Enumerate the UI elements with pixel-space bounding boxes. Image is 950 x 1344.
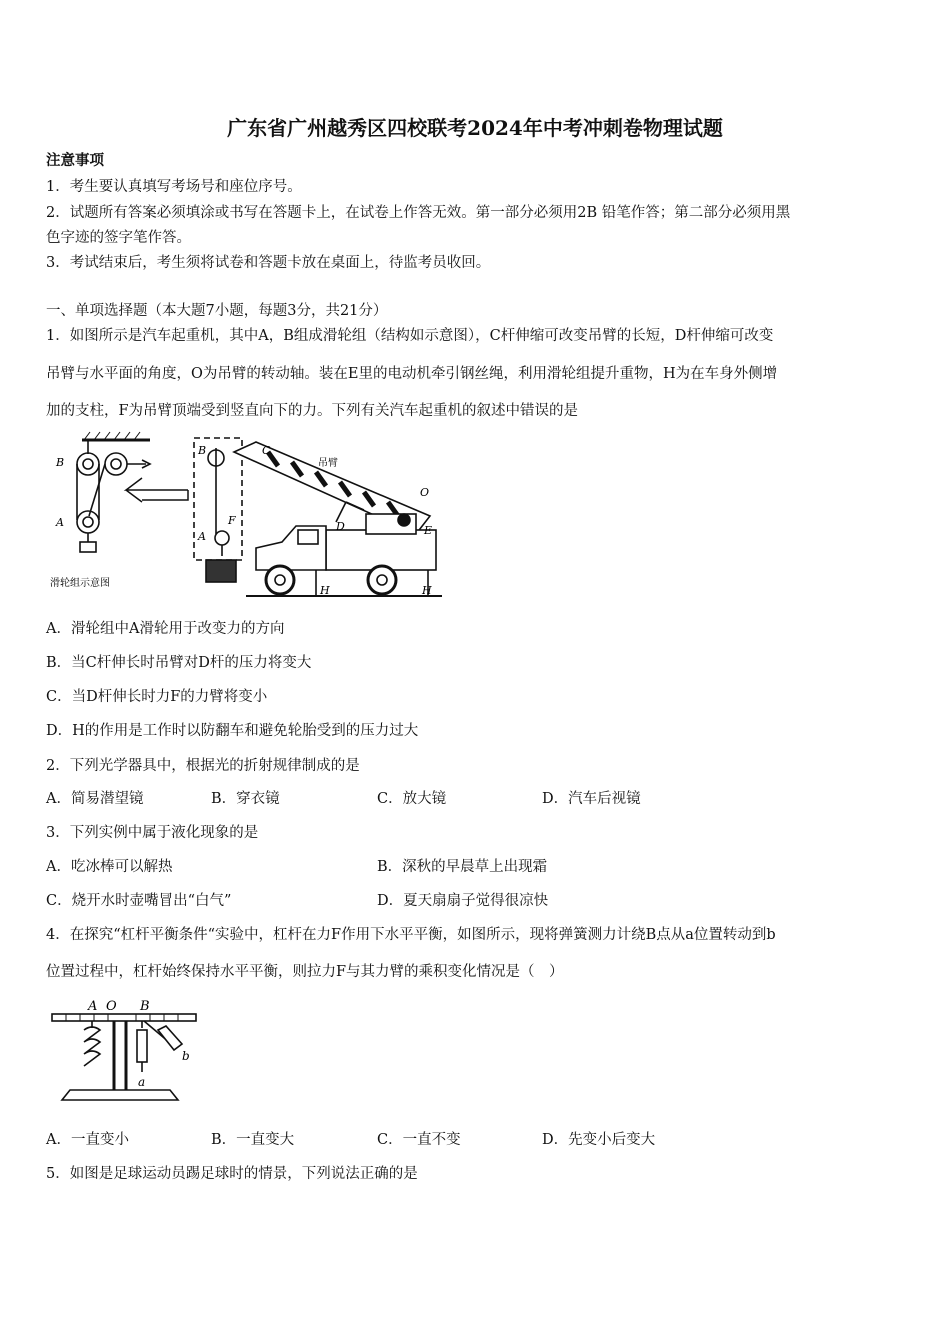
q1-stem-line: 加的支柱，F为吊臂顶端受到竖直向下的力。下列有关汽车起重机的叙述中错误的是 — [46, 403, 579, 419]
q4-option-b: B．一直变大 — [211, 1132, 295, 1148]
page-title: 广东省广州越秀区四校联考2024年中考冲刺卷物理试题 — [227, 116, 723, 140]
q3-option-a: A．吃冰棒可以解热 — [46, 859, 173, 875]
q1-option-a: A．滑轮组中A滑轮用于改变力的方向 — [46, 621, 285, 637]
label-d: D — [336, 520, 345, 533]
q4-option-c: C．一直不变 — [377, 1132, 461, 1148]
notice-item: 色字迹的签字笔作答。 — [46, 230, 191, 246]
notice-heading: 注意事项 — [46, 152, 104, 169]
q1-option-d: D．H的作用是工作时以防翻车和避免轮胎受到的压力过大 — [46, 723, 419, 739]
q2-option-b: B．穿衣镜 — [211, 791, 280, 807]
label-b2: B — [198, 444, 207, 457]
q2-option-c: C．放大镜 — [377, 791, 447, 807]
label-e: E — [424, 524, 433, 537]
q4-option-d: D．先变小后变大 — [542, 1132, 656, 1148]
q1-stem-line: 1．如图所示是汽车起重机，其中A，B组成滑轮组（结构如示意图），C杆伸缩可改变吊臂的长短，D杆伸缩可改变 — [46, 328, 774, 344]
q5-stem: 5．如图是足球运动员踢足球时的情景，下列说法正确的是 — [46, 1166, 418, 1182]
label-b: B — [140, 999, 150, 1014]
q4-stem-line: 4．在探究“杠杆平衡条件“实验中，杠杆在力F作用下水平平衡，如图所示，现将弹簧测力计绕B点从a位置转动到b — [46, 927, 776, 943]
lever-figure — [46, 996, 206, 1108]
label-b-low: b — [182, 1049, 190, 1063]
q3-option-d: D．夏天扇扇子觉得很凉快 — [377, 893, 549, 909]
label-h2: H — [422, 584, 432, 597]
label-h1: H — [320, 584, 330, 597]
label-f: F — [228, 514, 236, 527]
notice-item: 3．考试结束后，考生须将试卷和答题卡放在桌面上，待监考员收回。 — [46, 255, 491, 271]
notice-item: 2．试题所有答案必须填涂或书写在答题卡上，在试卷上作答无效。第一部分必须用2B 铅笔作答；第二部分必须用黑 — [46, 205, 791, 221]
label-arm: 吊臂 — [318, 458, 338, 469]
label-a2: A — [198, 530, 206, 543]
q1-option-b: B．当C杆伸长时吊臂对D杆的压力将变大 — [46, 655, 312, 671]
notice-item: 1．考生要认真填写考场号和座位序号。 — [46, 179, 302, 195]
label-a: A — [88, 999, 98, 1014]
label-o: O — [106, 999, 117, 1014]
label-b: B — [56, 456, 65, 469]
section-heading: 一、单项选择题（本大题7小题，每题3分，共21分） — [46, 303, 388, 319]
figure-caption: 滑轮组示意图 — [50, 578, 110, 589]
q3-stem: 3．下列实例中属于液化现象的是 — [46, 825, 259, 841]
q2-option-d: D．汽车后视镜 — [542, 791, 641, 807]
label-a: A — [56, 516, 64, 529]
q1-option-c: C．当D杆伸长时力F的力臂将变小 — [46, 689, 268, 705]
q4-option-a: A．一直变小 — [46, 1132, 129, 1148]
label-a-low: a — [138, 1075, 146, 1089]
crane-figure — [46, 430, 446, 602]
q3-option-b: B．深秋的早晨草上出现霜 — [377, 859, 548, 875]
q1-stem-line: 吊臂与水平面的角度，O为吊臂的转动轴。装在E里的电动机牵引钢丝绳，利用滑轮组提升重物，H为在车身外侧增 — [46, 366, 778, 382]
q2-option-a: A．简易潜望镜 — [46, 791, 144, 807]
label-c: C — [262, 444, 271, 457]
q2-stem: 2．下列光学器具中，根据光的折射规律制成的是 — [46, 758, 360, 774]
q4-stem-line: 位置过程中，杠杆始终保持水平平衡，则拉力F与其力臂的乘积变化情况是（ ） — [46, 964, 564, 980]
label-o: O — [420, 486, 430, 499]
q3-option-c: C．烧开水时壶嘴冒出“白气” — [46, 893, 232, 909]
